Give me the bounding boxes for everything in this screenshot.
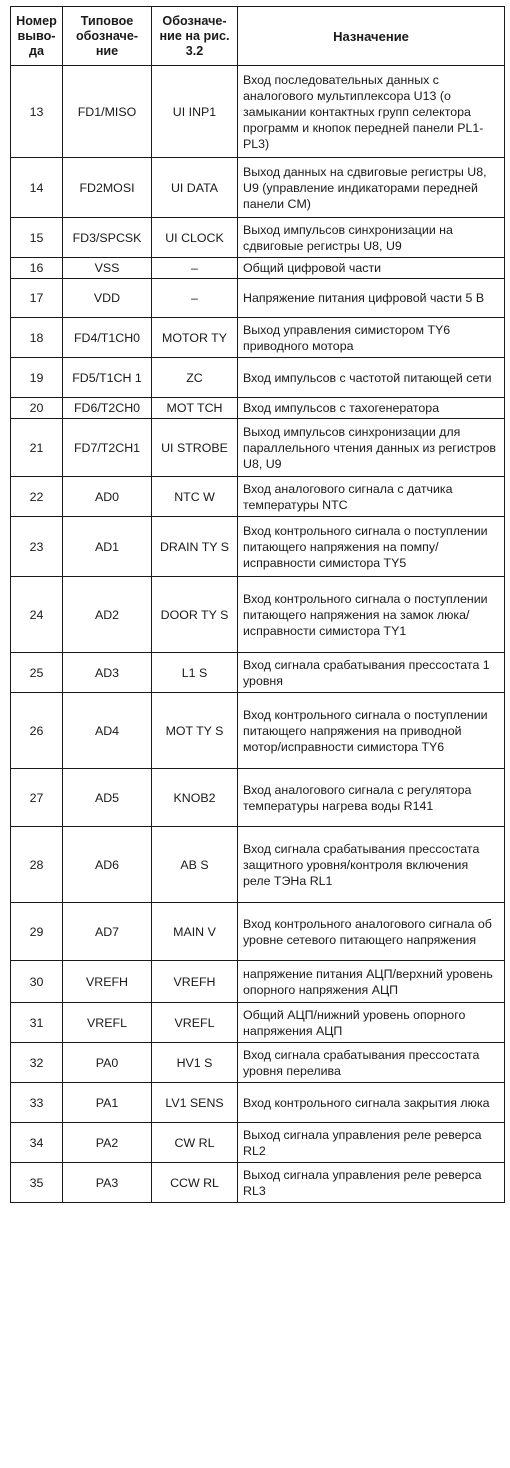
- standard-designation: FD6/T2CH0: [63, 398, 152, 419]
- document-page: [10, 6, 504, 1203]
- standard-designation: AD5: [63, 769, 152, 827]
- pin-purpose: Общий цифровой части: [238, 258, 505, 279]
- standard-designation: PA2: [63, 1123, 152, 1163]
- pin-number: 31: [11, 1003, 63, 1043]
- figure-designation: L1 S: [152, 653, 238, 693]
- table-row: [11, 258, 505, 279]
- table-row: [11, 318, 505, 358]
- figure-designation: ZC: [152, 358, 238, 398]
- figure-designation: –: [152, 258, 238, 279]
- table-row: [11, 517, 505, 577]
- pin-number: 32: [11, 1043, 63, 1083]
- pin-purpose: Вход аналогового сигнала с регулятора температуры нагрева воды R141: [238, 769, 505, 827]
- pin-purpose: Выход сигнала управления реле реверса RL3: [238, 1163, 505, 1203]
- standard-designation: FD5/T1CH 1: [63, 358, 152, 398]
- pin-number: 19: [11, 358, 63, 398]
- pin-purpose: Вход сигнала срабатывания прессостата 1 уровня: [238, 653, 505, 693]
- pin-number: 30: [11, 961, 63, 1003]
- figure-designation: KNOB2: [152, 769, 238, 827]
- standard-designation: VDD: [63, 279, 152, 318]
- table-row: [11, 1163, 505, 1203]
- pin-purpose: Вход контрольного аналогового сигнала об уровне сетевого питающего напряжения: [238, 903, 505, 961]
- pin-purpose: Выход сигнала управления реле реверса RL2: [238, 1123, 505, 1163]
- pin-number: 35: [11, 1163, 63, 1203]
- table-row: [11, 577, 505, 653]
- table-row: [11, 1123, 505, 1163]
- figure-designation: NTC W: [152, 477, 238, 517]
- pin-number: 16: [11, 258, 63, 279]
- table-row: [11, 961, 505, 1003]
- pin-number: 26: [11, 693, 63, 769]
- table-row: [11, 398, 505, 419]
- standard-designation: VSS: [63, 258, 152, 279]
- pin-number: 27: [11, 769, 63, 827]
- pin-purpose: Общий АЦП/нижний уровень опорного напряжения АЦП: [238, 1003, 505, 1043]
- standard-designation: FD7/T2CH1: [63, 419, 152, 477]
- header-pin-number: Номер выво-да: [11, 7, 63, 66]
- pin-assignment-table: [10, 6, 505, 1203]
- figure-designation: VREFL: [152, 1003, 238, 1043]
- table-header-row: [11, 7, 505, 66]
- standard-designation: PA0: [63, 1043, 152, 1083]
- standard-designation: FD4/T1CH0: [63, 318, 152, 358]
- table-row: [11, 419, 505, 477]
- pin-number: 28: [11, 827, 63, 903]
- pin-purpose: Напряжение питания цифровой части 5 В: [238, 279, 505, 318]
- header-figure-designation: Обозначе-ние на рис. 3.2: [152, 7, 238, 66]
- table-row: [11, 66, 505, 158]
- figure-designation: DOOR TY S: [152, 577, 238, 653]
- figure-designation: MOTOR TY: [152, 318, 238, 358]
- pin-purpose: Вход импульсов с частотой питающей сети: [238, 358, 505, 398]
- standard-designation: FD3/SPCSK: [63, 218, 152, 258]
- figure-designation: UI CLOCK: [152, 218, 238, 258]
- pin-number: 29: [11, 903, 63, 961]
- pin-purpose: Выход импульсов синхронизации для параллельного чтения данных из регистров U8, U9: [238, 419, 505, 477]
- pin-number: 33: [11, 1083, 63, 1123]
- table-row: [11, 218, 505, 258]
- figure-designation: VREFH: [152, 961, 238, 1003]
- table-row: [11, 827, 505, 903]
- pin-purpose: Вход импульсов с тахогенератора: [238, 398, 505, 419]
- pin-purpose: Вход контрольного сигнала о поступлении питающего напряжения на помпу/исправности симистора TY5: [238, 517, 505, 577]
- pin-number: 18: [11, 318, 63, 358]
- pin-purpose: Выход данных на сдвиговые регистры U8, U9 (управление индикаторами передней панели CM): [238, 158, 505, 218]
- table-row: [11, 653, 505, 693]
- pin-purpose: Выход импульсов синхронизации на сдвиговые регистры U8, U9: [238, 218, 505, 258]
- pin-number: 15: [11, 218, 63, 258]
- pin-purpose: Вход контрольного сигнала о поступлении питающего напряжения на замок люка/исправности симистора TY1: [238, 577, 505, 653]
- table-row: [11, 693, 505, 769]
- standard-designation: PA1: [63, 1083, 152, 1123]
- pin-purpose: Вход последовательных данных с аналогового мультиплексора U13 (о замыкании контактных групп селектора программ и кнопок передней панели PL1-PL3): [238, 66, 505, 158]
- pin-number: 22: [11, 477, 63, 517]
- figure-designation: CCW RL: [152, 1163, 238, 1203]
- pin-purpose: напряжение питания АЦП/верхний уровень опорного напряжения АЦП: [238, 961, 505, 1003]
- pin-number: 17: [11, 279, 63, 318]
- pin-number: 13: [11, 66, 63, 158]
- table-row: [11, 769, 505, 827]
- standard-designation: AD4: [63, 693, 152, 769]
- standard-designation: AD3: [63, 653, 152, 693]
- figure-designation: CW RL: [152, 1123, 238, 1163]
- pin-number: 25: [11, 653, 63, 693]
- figure-designation: –: [152, 279, 238, 318]
- figure-designation: HV1 S: [152, 1043, 238, 1083]
- table-row: [11, 1043, 505, 1083]
- standard-designation: AD0: [63, 477, 152, 517]
- pin-number: 24: [11, 577, 63, 653]
- table-row: [11, 1003, 505, 1043]
- figure-designation: LV1 SENS: [152, 1083, 238, 1123]
- pin-purpose: Вход сигнала срабатывания прессостата защитного уровня/контроля включения реле ТЭНа RL1: [238, 827, 505, 903]
- pin-number: 34: [11, 1123, 63, 1163]
- figure-designation: UI INP1: [152, 66, 238, 158]
- figure-designation: MOT TCH: [152, 398, 238, 419]
- pin-purpose: Вход аналогового сигнала с датчика температуры NTC: [238, 477, 505, 517]
- pin-purpose: Вход контрольного сигнала о поступлении питающего напряжения на приводной мотор/исправности симистора TY6: [238, 693, 505, 769]
- figure-designation: MAIN V: [152, 903, 238, 961]
- pin-number: 23: [11, 517, 63, 577]
- table-row: [11, 477, 505, 517]
- standard-designation: FD1/MISO: [63, 66, 152, 158]
- figure-designation: AB S: [152, 827, 238, 903]
- header-purpose: Назначение: [238, 7, 505, 66]
- table-row: [11, 1083, 505, 1123]
- table-row: [11, 358, 505, 398]
- pin-purpose: Вход сигнала срабатывания прессостата уровня перелива: [238, 1043, 505, 1083]
- header-standard-designation: Типовое обозначе-ние: [63, 7, 152, 66]
- pin-purpose: Выход управления симистором TY6 приводного мотора: [238, 318, 505, 358]
- pin-number: 21: [11, 419, 63, 477]
- table-row: [11, 158, 505, 218]
- table-row: [11, 903, 505, 961]
- table-row: [11, 279, 505, 318]
- standard-designation: AD6: [63, 827, 152, 903]
- figure-designation: DRAIN TY S: [152, 517, 238, 577]
- standard-designation: AD1: [63, 517, 152, 577]
- pin-number: 14: [11, 158, 63, 218]
- standard-designation: AD7: [63, 903, 152, 961]
- figure-designation: UI DATA: [152, 158, 238, 218]
- figure-designation: MOT TY S: [152, 693, 238, 769]
- pin-purpose: Вход контрольного сигнала закрытия люка: [238, 1083, 505, 1123]
- standard-designation: AD2: [63, 577, 152, 653]
- standard-designation: VREFL: [63, 1003, 152, 1043]
- standard-designation: PA3: [63, 1163, 152, 1203]
- standard-designation: FD2MOSI: [63, 158, 152, 218]
- figure-designation: UI STROBE: [152, 419, 238, 477]
- pin-number: 20: [11, 398, 63, 419]
- standard-designation: VREFH: [63, 961, 152, 1003]
